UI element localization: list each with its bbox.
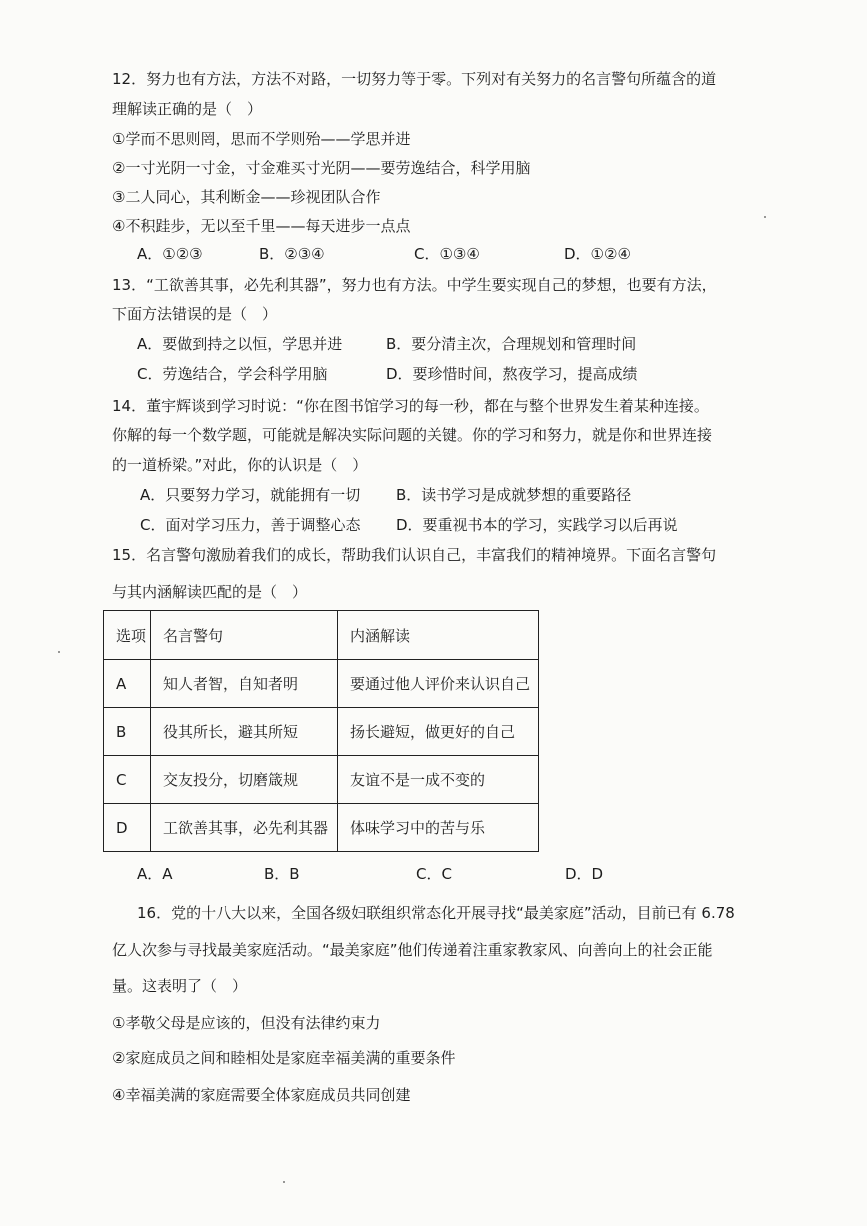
table-cell: 友谊不是一成不变的 <box>338 756 539 804</box>
table-header-cell: 内涵解读 <box>338 611 539 660</box>
q13-option-a[interactable]: A．要做到持之以恒，学思并进 <box>137 335 343 353</box>
table-header-row <box>104 611 539 660</box>
table-cell: 体味学习中的苦与乐 <box>338 804 539 852</box>
q15-matching-table <box>103 610 539 852</box>
q13-option-b[interactable]: B．要分清主次，合理规划和管理时间 <box>386 335 637 353</box>
q14-stem-line-1: 14．董宇辉谈到学习时说：“你在图书馆学习的每一秒，都在与整个世界发生着某种连接。 <box>112 397 709 415</box>
table-header-cell: 名言警句 <box>151 611 338 660</box>
q14-option-d[interactable]: D．要重视书本的学习，实践学习以后再说 <box>396 516 678 534</box>
scan-speck <box>58 651 60 653</box>
table-cell: D <box>104 804 151 852</box>
q12-option-b[interactable]: B．②③④ <box>259 245 325 263</box>
q13-stem-line-1: 13．“工欲善其事，必先利其器”，努力也有方法。中学生要实现自己的梦想，也要有方法， <box>112 276 717 294</box>
q12-item-3: ③二人同心，其利断金——珍视团队合作 <box>112 188 381 206</box>
q12-stem-line-2: 理解读正确的是（ ） <box>112 100 263 118</box>
scan-speck <box>764 216 766 218</box>
table-cell: 交友投分，切磨箴规 <box>151 756 338 804</box>
table-cell: 扬长避短，做更好的自己 <box>338 708 539 756</box>
q15-option-b[interactable]: B．B <box>264 865 300 883</box>
q12-option-c[interactable]: C．①③④ <box>414 245 480 263</box>
q13-option-d[interactable]: D．要珍惜时间，熬夜学习，提高成绩 <box>386 365 638 383</box>
q12-stem-line-1: 12．努力也有方法，方法不对路，一切努力等于零。下列对有关努力的名言警句所蕴含的道 <box>112 70 717 88</box>
q16-item-4: ④幸福美满的家庭需要全体家庭成员共同创建 <box>112 1086 411 1104</box>
table-cell: 要通过他人评价来认识自己 <box>338 660 539 708</box>
q15-option-c[interactable]: C．C <box>416 865 452 883</box>
table-row <box>104 756 539 804</box>
q16-stem-line-2: 亿人次参与寻找最美家庭活动。“最美家庭”他们传递着注重家教家风、向善向上的社会正能 <box>112 941 713 959</box>
table-row <box>104 708 539 756</box>
table-cell: B <box>104 708 151 756</box>
table-row <box>104 660 539 708</box>
q14-stem-line-3: 的一道桥梁。”对此，你的认识是（ ） <box>112 456 368 474</box>
q16-item-1: ①孝敬父母是应该的，但没有法律约束力 <box>112 1014 381 1032</box>
q16-stem-line-1: 16．党的十八大以来，全国各级妇联组织常态化开展寻找“最美家庭”活动，目前已有 6.78 <box>137 904 735 922</box>
table-cell: 工欲善其事，必先利其器 <box>151 804 338 852</box>
table-row <box>104 804 539 852</box>
q15-option-d[interactable]: D．D <box>565 865 604 883</box>
scan-speck <box>283 1181 285 1183</box>
q12-option-d[interactable]: D．①②④ <box>564 245 631 263</box>
q12-option-a[interactable]: A．①②③ <box>137 245 203 263</box>
table-cell: C <box>104 756 151 804</box>
table-cell: A <box>104 660 151 708</box>
q12-item-1: ①学而不思则罔，思而不学则殆——学思并进 <box>112 130 411 148</box>
table-cell: 知人者智，自知者明 <box>151 660 338 708</box>
q16-item-2: ②家庭成员之间和睦相处是家庭幸福美满的重要条件 <box>112 1049 456 1067</box>
q12-item-4: ④不积跬步，无以至千里——每天进步一点点 <box>112 217 411 235</box>
q14-option-a[interactable]: A．只要努力学习，就能拥有一切 <box>140 486 361 504</box>
q15-option-a[interactable]: A．A <box>137 865 173 883</box>
q13-stem-line-2: 下面方法错误的是（ ） <box>112 305 278 323</box>
q15-stem-line-1: 15．名言警句激励着我们的成长，帮助我们认识自己，丰富我们的精神境界。下面名言警句 <box>112 546 717 564</box>
q14-option-b[interactable]: B．读书学习是成就梦想的重要路径 <box>396 486 632 504</box>
q15-stem-line-2: 与其内涵解读匹配的是（ ） <box>112 583 308 601</box>
q12-item-2: ②一寸光阴一寸金，寸金难买寸光阴——要劳逸结合，科学用脑 <box>112 159 531 177</box>
q14-option-c[interactable]: C．面对学习压力，善于调整心态 <box>140 516 361 534</box>
table-cell: 役其所长，避其所短 <box>151 708 338 756</box>
table-header-cell: 选项 <box>104 611 151 660</box>
q14-stem-line-2: 你解的每一个数学题，可能就是解决实际问题的关键。你的学习和努力，就是你和世界连接 <box>112 426 713 444</box>
q16-stem-line-3: 量。这表明了（ ） <box>112 977 248 995</box>
q13-option-c[interactable]: C．劳逸结合，学会科学用脑 <box>137 365 328 383</box>
